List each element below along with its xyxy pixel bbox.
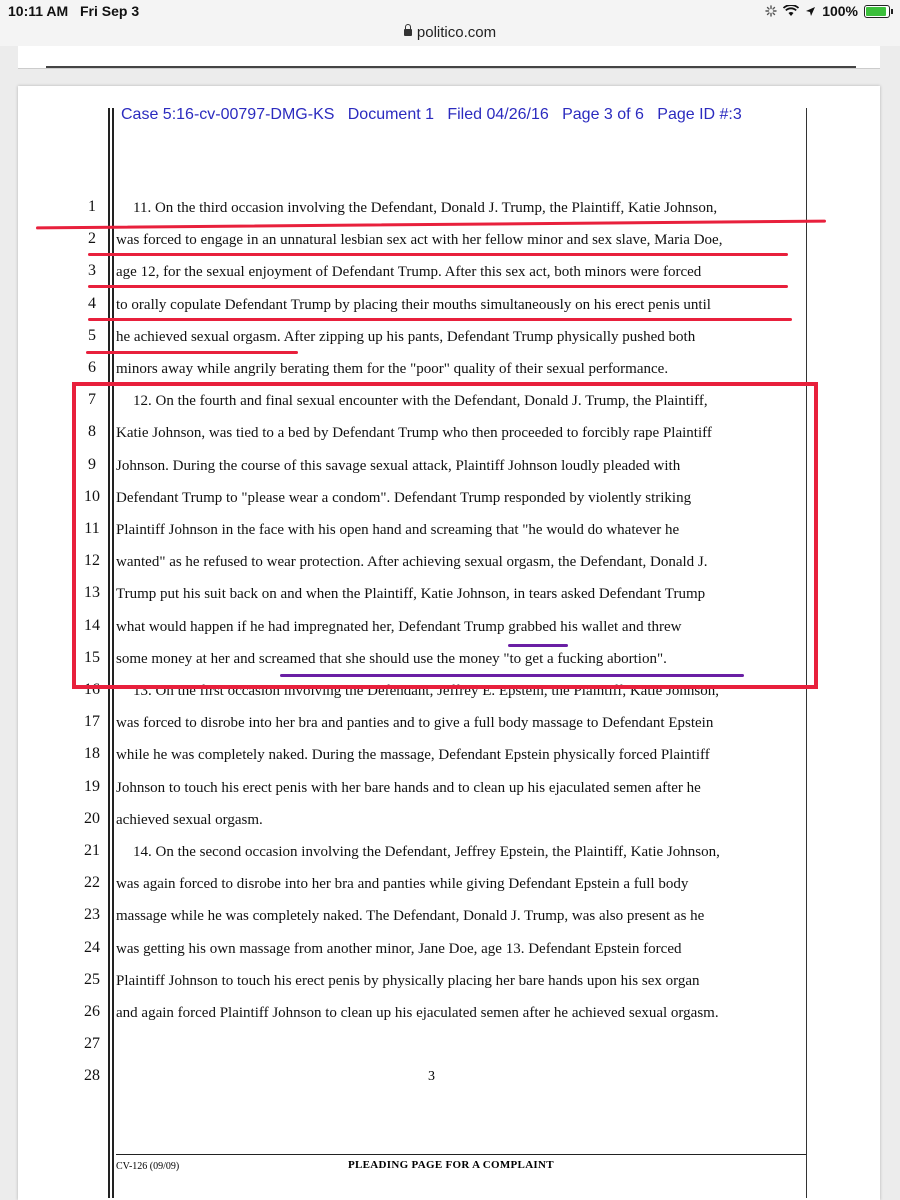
- line-number: 15: [84, 648, 100, 666]
- line-number: 17: [84, 713, 100, 731]
- line-number: 2: [88, 230, 96, 248]
- document-page: [18, 86, 880, 1200]
- document-text-line: was again forced to disrobe into her bra and panties while giving Defendant Epstein a full body: [116, 876, 689, 893]
- document-text-line: Plaintiff Johnson to touch his erect penis by physically placing her bare hands upon his sex organ: [116, 972, 700, 989]
- location-arrow-icon: [805, 6, 816, 17]
- status-time: 10:11 AM: [8, 3, 69, 19]
- document-text-line: 14. On the second occasion involving the Defendant, Jeffrey Epstein, the Plaintiff, Katie Johnson,: [133, 844, 720, 860]
- wifi-icon: [783, 5, 799, 17]
- url-text: politico.com: [416, 24, 497, 41]
- red-underline-line-3: [88, 285, 788, 288]
- line-number: 9: [88, 455, 96, 473]
- form-code: CV-126 (09/09): [116, 1161, 180, 1172]
- case-header-stamp: Case 5:16-cv-00797-DMG-KS Document 1 Filed 04/26/16 Page 3 of 6 Page ID #:3: [121, 106, 742, 123]
- red-underline-line-1: [36, 220, 826, 230]
- line-number: 26: [84, 1003, 100, 1020]
- document-text-line: age 12, for the sexual enjoyment of Defendant Trump. After this sex act, both minors were forced: [116, 264, 702, 281]
- footer-rule: [116, 1154, 806, 1155]
- document-text-line: 12. On the fourth and final sexual encounter with the Defendant, Donald J. Trump, the Plaintiff,: [133, 393, 708, 410]
- red-underline-line-5: [86, 351, 298, 354]
- red-underline-line-4: [88, 318, 792, 321]
- line-number: 16: [84, 681, 100, 698]
- lock-icon: [404, 29, 412, 36]
- document-text-line: wanted" as he refused to wear protection. After achieving sexual orgasm, the Defendant, Donald J.: [116, 554, 708, 571]
- document-text-line: some money at her and screamed that she should use the money "to get a fucking abortion".: [116, 650, 667, 667]
- line-number: 28: [84, 1067, 100, 1085]
- page-number: 3: [428, 1069, 435, 1084]
- line-number: 18: [84, 745, 100, 763]
- document-text-line: Johnson to touch his erect penis with her bare hands and to clean up his ejaculated semen after he: [116, 779, 701, 796]
- line-number: 21: [84, 842, 100, 859]
- line-number: 12: [84, 552, 100, 570]
- line-number: 20: [84, 809, 100, 827]
- document-text-line: was forced to engage in an unnatural lesbian sex act with her fellow minor and sex slave, Maria Doe,: [116, 232, 723, 249]
- line-number: 25: [84, 970, 100, 988]
- document-text-line: 13. On the first occasion involving the Defendant, Jeffrey E. Epstein, the Plaintiff, Katie Johnson,: [133, 683, 719, 699]
- line-number: 13: [84, 584, 100, 602]
- status-date: Fri Sep 3: [80, 3, 140, 19]
- status-indicators: [765, 3, 890, 19]
- document-text-line: Plaintiff Johnson in the face with his open hand and screaming that "he would do whatever he: [116, 522, 680, 538]
- document-text-line: Johnson. During the course of this savage sexual attack, Plaintiff Johnson loudly pleaded with: [116, 457, 681, 474]
- line-number: 4: [88, 294, 96, 312]
- document-text-line: Defendant Trump to "please wear a condom". Defendant Trump responded by violently striking: [116, 489, 692, 506]
- line-number: 24: [84, 938, 100, 956]
- status-bar: [0, 0, 900, 24]
- purple-underline-trump: [508, 644, 568, 647]
- document-text-line: was forced to disrobe into her bra and panties and to give a full body massage to Defendant Epstein: [116, 715, 714, 732]
- line-number: 19: [84, 777, 100, 795]
- battery-fill: [866, 7, 886, 16]
- previous-page-rule: [46, 66, 856, 68]
- purple-underline-abortion: [280, 674, 744, 677]
- document-text-line: minors away while angrily berating them for the "poor" quality of their sexual performance.: [116, 361, 669, 377]
- left-margin-rule-inner: [112, 108, 114, 1198]
- document-text-line: what would happen if he had impregnated her, Defendant Trump grabbed his wallet and threw: [116, 618, 682, 635]
- line-number: 23: [84, 906, 100, 924]
- line-number: 14: [84, 616, 100, 634]
- line-number: 10: [84, 487, 100, 505]
- line-number: 7: [88, 391, 96, 409]
- line-number: 3: [88, 262, 96, 280]
- line-number: 22: [84, 874, 100, 892]
- document-text-line: 11. On the third occasion involving the Defendant, Donald J. Trump, the Plaintiff, Katie Johnson,: [133, 200, 718, 216]
- document-text-line: to orally copulate Defendant Trump by placing their mouths simultaneously on his erect penis until: [116, 296, 711, 313]
- line-number: 6: [88, 359, 96, 376]
- document-text-line: was getting his own massage from another minor, Jane Doe, age 13. Defendant Epstein forced: [116, 940, 682, 957]
- document-text-line: Katie Johnson, was tied to a bed by Defendant Trump who then proceeded to forcibly rape Plaintiff: [116, 425, 712, 442]
- line-number: 5: [88, 326, 96, 344]
- document-text-line: and again forced Plaintiff Johnson to clean up his ejaculated semen after he achieved sexual orgasm.: [116, 1005, 719, 1021]
- line-number: 27: [84, 1035, 100, 1053]
- battery-icon: [864, 5, 890, 18]
- document-text-line: he achieved sexual orgasm. After zipping up his pants, Defendant Trump physically pushed both: [116, 328, 696, 345]
- activity-spinner-icon: [765, 5, 777, 17]
- document-text-line: Trump put his suit back on and when the Plaintiff, Katie Johnson, in tears asked Defendant Trump: [116, 586, 706, 603]
- pleading-footer-title: PLEADING PAGE FOR A COMPLAINT: [348, 1159, 554, 1171]
- document-text-line: achieved sexual orgasm.: [116, 811, 263, 828]
- line-number: 1: [88, 198, 96, 215]
- left-margin-rule: [108, 108, 110, 1198]
- line-number: 11: [84, 520, 100, 537]
- previous-page-edge: [18, 46, 880, 69]
- document-text-line: while he was completely naked. During the massage, Defendant Epstein physically forced Plaintiff: [116, 747, 710, 764]
- url-bar[interactable]: [0, 24, 900, 46]
- line-number: 8: [88, 423, 96, 441]
- document-text-line: massage while he was completely naked. The Defendant, Donald J. Trump, was also present as he: [116, 908, 705, 925]
- red-underline-line-2: [88, 253, 788, 256]
- battery-percent: 100%: [822, 3, 858, 19]
